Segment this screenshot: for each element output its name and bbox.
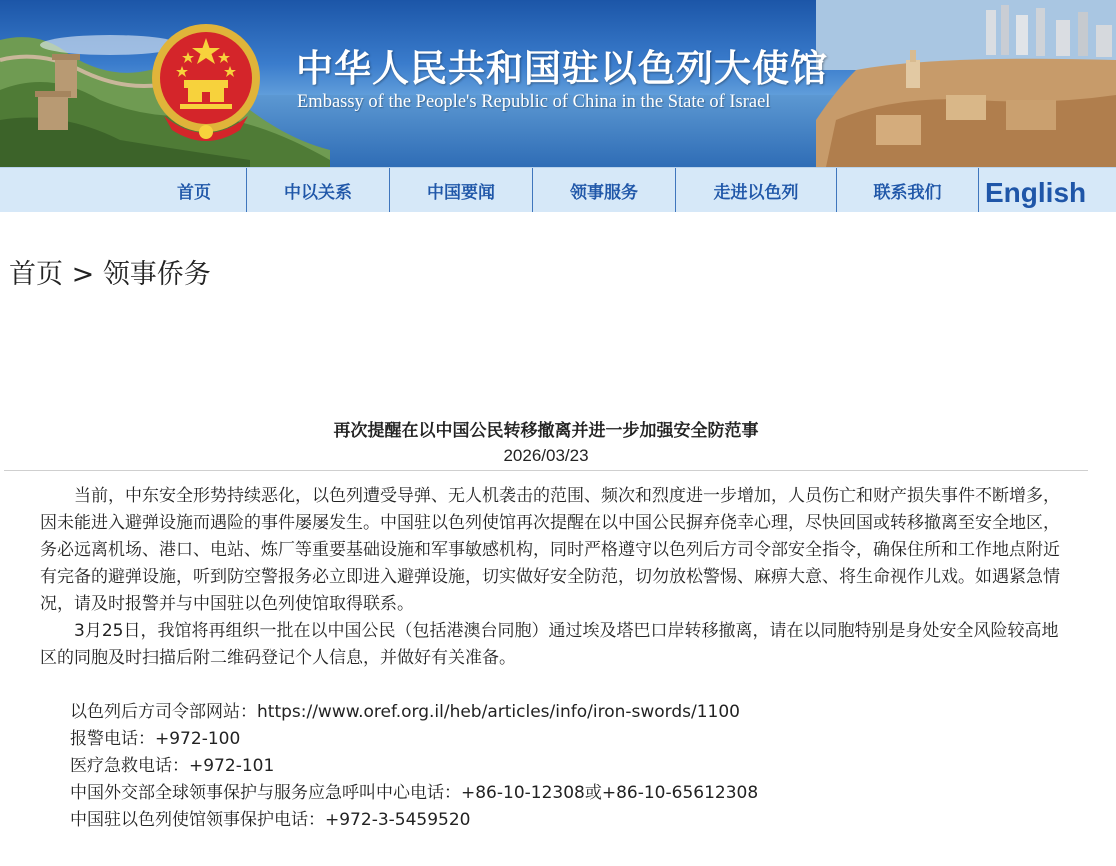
nav-item-english[interactable]: English	[978, 168, 1116, 212]
contact-line-embassy-consular: 中国驻以色列使馆领事保护电话：+972-3-5459520	[70, 810, 471, 830]
title-divider	[4, 470, 1088, 471]
nav-item-china-israel-relations[interactable]: 中以关系	[246, 168, 389, 212]
nav-item-consular-services[interactable]: 领事服务	[532, 168, 675, 212]
site-title-en: Embassy of the People's Republic of China in the State of Israel	[297, 92, 771, 112]
main-navigation	[0, 167, 1116, 212]
article-body	[40, 483, 1060, 834]
header-banner	[0, 0, 1116, 167]
tel-aviv-cityscape	[816, 0, 1116, 167]
site-title-cn: 中华人民共和国驻以色列大使馆	[296, 47, 828, 90]
nav-item-home[interactable]: 首页	[177, 182, 211, 203]
breadcrumb-home-link[interactable]: 首页	[9, 259, 63, 290]
national-emblem-icon	[150, 20, 262, 144]
article-paragraph: 当前，中东安全形势持续恶化，以色列遭受导弹、无人机袭击的范围、频次和烈度进一步增加，人员伤亡和财产损失事件不断增多，因未能进入避弹设施而遇险的事件屡屡发生。中国驻以色列使馆再次提醒在以中国公民摒弃侥幸心理，尽快回国或转移撤离至安全地区，务必远离机场、港口、电站、炼厂等重要基础设施和军事敏感机构，同时严格遵守以色列后方司令部安全指令，确保住所和工作地点附近有完备的避弹设施，听到防空警报务必立即进入避弹设施，切实做好安全防范，切勿放松警惕、麻痹大意、将生命视作儿戏。如遇紧急情况，请及时报警并与中国驻以色列使馆取得联系。	[40, 486, 1060, 614]
paragraph-spacer	[40, 672, 1060, 699]
breadcrumb	[9, 252, 211, 291]
contact-line-police: 报警电话：+972-100	[70, 729, 241, 749]
article-title: 再次提醒在以中国公民转移撤离并进一步加强安全防范事	[333, 421, 759, 441]
breadcrumb-current[interactable]: 领事侨务	[102, 259, 211, 290]
breadcrumb-separator: >	[71, 259, 95, 290]
contact-line-home-front-command: 以色列后方司令部网站：https://www.oref.org.il/heb/articles/info/iron-swords/1100	[70, 702, 740, 722]
article-paragraph: 3月25日，我馆将再组织一批在以中国公民（包括港澳台同胞）通过埃及塔巴口岸转移撤离，请在以同胞特别是身处安全风险较高地区的同胞及时扫描后附二维码登记个人信息，并做好有关准备。	[40, 621, 1059, 668]
contact-line-mfa-hotline: 中国外交部全球领事保护与服务应急呼叫中心电话：+86-10-12308或+86-10-65612308	[70, 783, 759, 803]
contact-line-ambulance: 医疗急救电话：+972-101	[70, 756, 275, 776]
nav-item-contact-us[interactable]: 联系我们	[836, 168, 978, 212]
nav-item-china-news[interactable]: 中国要闻	[389, 168, 532, 212]
nav-item-about-israel[interactable]: 走进以色列	[675, 168, 836, 212]
article-date: 2026/03/23	[503, 446, 589, 465]
